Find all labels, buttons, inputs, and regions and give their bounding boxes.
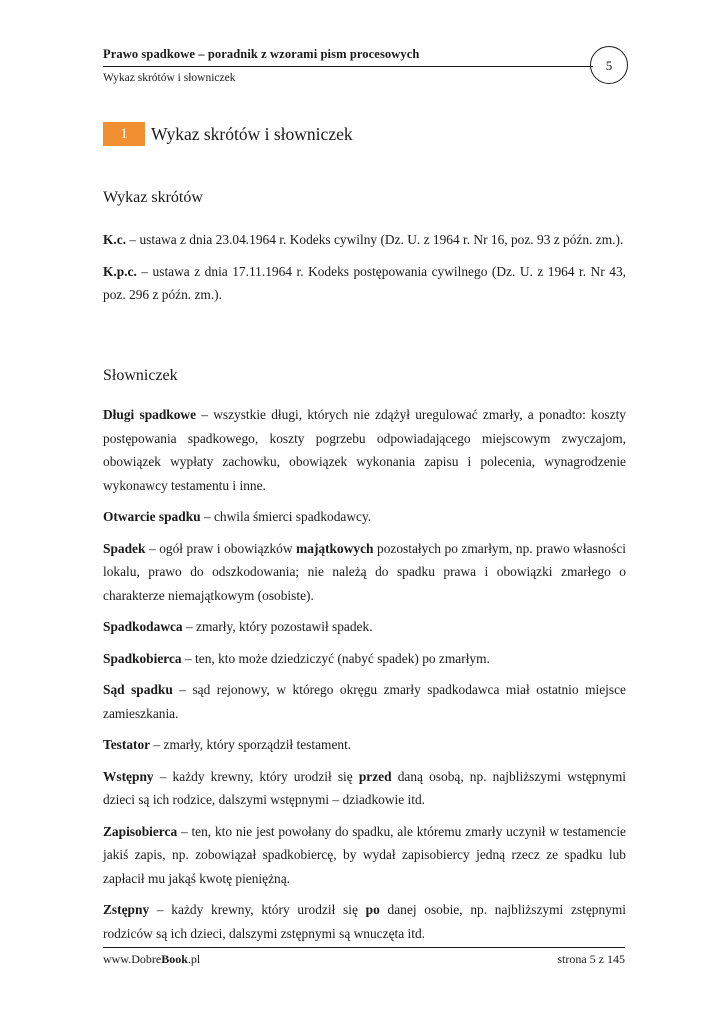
footer-website-link[interactable] [103, 952, 200, 967]
page-number-badge: 5 [590, 46, 628, 84]
emphasis: przed [358, 768, 392, 784]
glossary-definition: – ten, kto nie jest powołany do spadku, ale któremu zmarły uczynił w testamencie jakiś zapis, np. zobowiązał spadkobiercę, by wydał zapisobiercy jedną rzecz ze spadku lub zapłacił mu jakąś kwotę pieniężną. [103, 823, 626, 886]
emphasis: majątkowych [296, 540, 374, 556]
glossary-definition: – chwila śmierci spadkodawcy. [200, 509, 372, 524]
glossary-term: Długi spadkowe [103, 407, 197, 422]
footer-site-brand: Book [161, 952, 188, 966]
glossary-entry [103, 765, 626, 812]
abbreviations-list [103, 228, 626, 315]
glossary-entry [103, 647, 626, 671]
abbreviation-entry [103, 228, 626, 252]
abbreviation-term: K.p.c. [103, 263, 137, 279]
glossary-list [103, 403, 626, 953]
emphasis: po [365, 902, 380, 917]
glossary-entry [103, 733, 626, 757]
glossary-definition: – ogół praw i obowiązków [145, 540, 297, 556]
glossary-definition: daną osobą, np. najbliższymi wstępnymi dzieci są ich rodzice, dalszymi wstępnymi – dziadkowie itd. [103, 768, 626, 807]
glossary-entry [103, 898, 626, 945]
glossary-definition: – każdy krewny, który urodził się [149, 902, 366, 917]
chapter-number-badge: 1 [103, 122, 145, 146]
chapter-title: Wykaz skrótów i słowniczek [151, 124, 353, 144]
glossary-definition: – każdy krewny, który urodził się [153, 768, 359, 784]
glossary-definition: – wszystkie długi, których nie zdążył uregulować zmarły, a ponadto: koszty postępowania spadkowego, koszty pogrzebu odpowiadającego miejscowym zwyczajom, obowiązek wypłaty zachowku, obowiązek wykonania zapisu i polecenia, wynagrodzenie wykonawcy testamentu i inne. [103, 407, 626, 493]
glossary-term: Testator [103, 737, 151, 752]
footer-site-suffix: .pl [187, 952, 201, 966]
footer-page-info: strona 5 z 145 [557, 952, 625, 966]
glossary-heading: Słowniczek [103, 367, 178, 384]
glossary-term: Spadkodawca [103, 619, 183, 634]
glossary-term: Wstępny [103, 768, 154, 784]
abbreviation-definition: – ustawa z dnia 17.11.1964 r. Kodeks postępowania cywilnego (Dz. U. z 1964 r. Nr 43, poz. 296 z późn. zm.). [103, 263, 626, 302]
glossary-definition: – zmarły, który sporządził testament. [150, 737, 352, 752]
footer-site-prefix: www.Dobre [103, 952, 162, 966]
running-header-subtitle: Wykaz skrótów i słowniczek [103, 72, 236, 84]
glossary-definition: pozostałych po zmarłym, np. prawo własności lokalu, prawo do odszkodowania; nie należą do spadku prawa i obowiązki zmarłego o charakterze niemajątkowym (osobiste). [103, 540, 626, 603]
glossary-term: Otwarcie spadku [103, 509, 201, 524]
glossary-entry [103, 615, 626, 639]
glossary-entry [103, 537, 626, 608]
glossary-entry [103, 678, 626, 725]
abbreviation-entry [103, 260, 626, 307]
header-divider [103, 66, 593, 67]
chapter-heading [103, 122, 533, 146]
glossary-term: Spadek [103, 540, 146, 556]
glossary-definition: danej osobie, np. najbliższymi zstępnymi rodziców są ich dzieci, dalszymi zstępnymi są wnuczęta itd. [103, 902, 626, 941]
footer-divider [103, 947, 625, 948]
glossary-term: Spadkobierca [103, 650, 182, 666]
glossary-term: Zapisobierca [103, 823, 178, 839]
abbreviation-term: K.c. [103, 232, 127, 247]
glossary-term: Sąd spadku [103, 682, 173, 697]
glossary-definition: – zmarły, który pozostawił spadek. [182, 619, 373, 634]
glossary-term: Zstępny [103, 902, 150, 917]
abbreviations-heading: Wykaz skrótów [103, 189, 203, 206]
glossary-definition: – ten, kto może dziedziczyć (nabyć spadek) po zmarłym. [181, 650, 490, 666]
glossary-definition: – sąd rejonowy, w którego okręgu zmarły spadkodawca miał ostatnio miejsce zamieszkania. [103, 682, 626, 721]
glossary-entry [103, 403, 626, 497]
glossary-entry [103, 505, 626, 529]
abbreviation-definition: – ustawa z dnia 23.04.1964 r. Kodeks cywilny (Dz. U. z 1964 r. Nr 16, poz. 93 z późn. zm.). [126, 232, 624, 247]
glossary-entry [103, 820, 626, 891]
running-header-title: Prawo spadkowe – poradnik z wzorami pism procesowych [103, 47, 420, 61]
